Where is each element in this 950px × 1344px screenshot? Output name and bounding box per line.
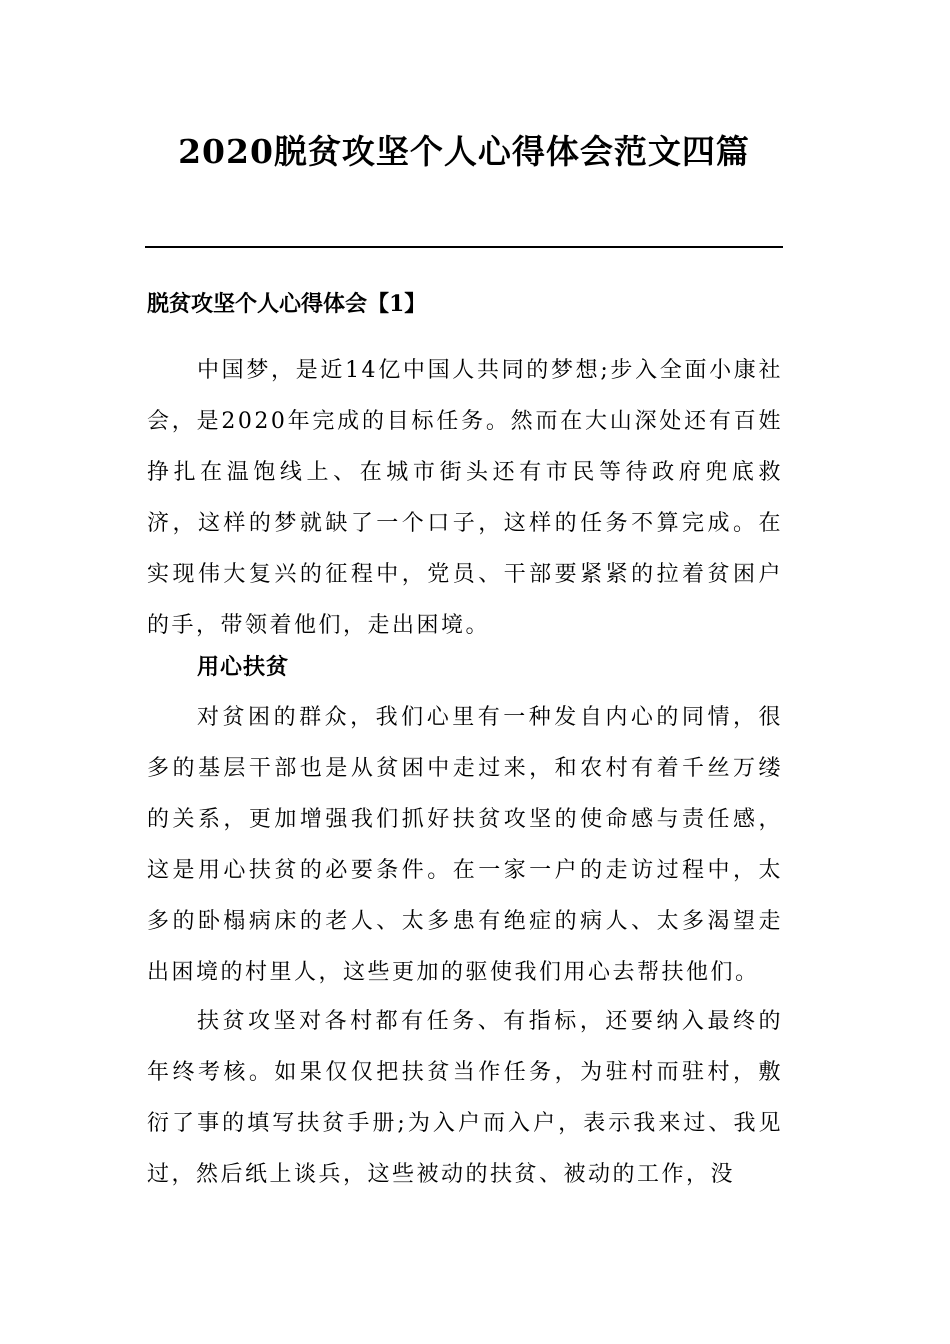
paragraph-1: 中国梦，是近14亿中国人共同的梦想;步入全面小康社会，是2020年完成的目标任务。然而在大山深处还有百姓挣扎在温饱线上、在城市街头还有市民等待政府兜底救济，这样的梦就缺了一个口子，这样的任务不算完成。在实现伟大复兴的征程中，党员、干部要紧紧的拉着贫困户的手，带领着他们，走出困境。	[147, 358, 783, 638]
paragraph-3: 扶贫攻坚对各村都有任务、有指标，还要纳入最终的年终考核。如果仅仅把扶贫当作任务，为驻村而驻村，敷衍了事的填写扶贫手册;为入户而入户，表示我来过、我见过，然后纸上谈兵，这些被动的扶贫、被动的工作，没	[147, 1009, 783, 1187]
section-heading: 脱贫攻坚个人心得体会【1】	[147, 291, 427, 317]
title-divider	[145, 246, 783, 248]
paragraph-2: 对贫困的群众，我们心里有一种发自内心的同情，很多的基层干部也是从贫困中走过来，和农村有着千丝万缕的关系，更加增强我们抓好扶贫攻坚的使命感与责任感，这是用心扶贫的必要条件。在一家一户的走访过程中，太多的卧榻病床的老人、太多患有绝症的病人、太多渴望走出困境的村里人，这些更加的驱使我们用心去帮扶他们。	[147, 705, 783, 985]
subheading-user-heart: 用心扶贫	[197, 654, 290, 680]
document-title: 2020脱贫攻坚个人心得体会范文四篇	[178, 132, 750, 171]
